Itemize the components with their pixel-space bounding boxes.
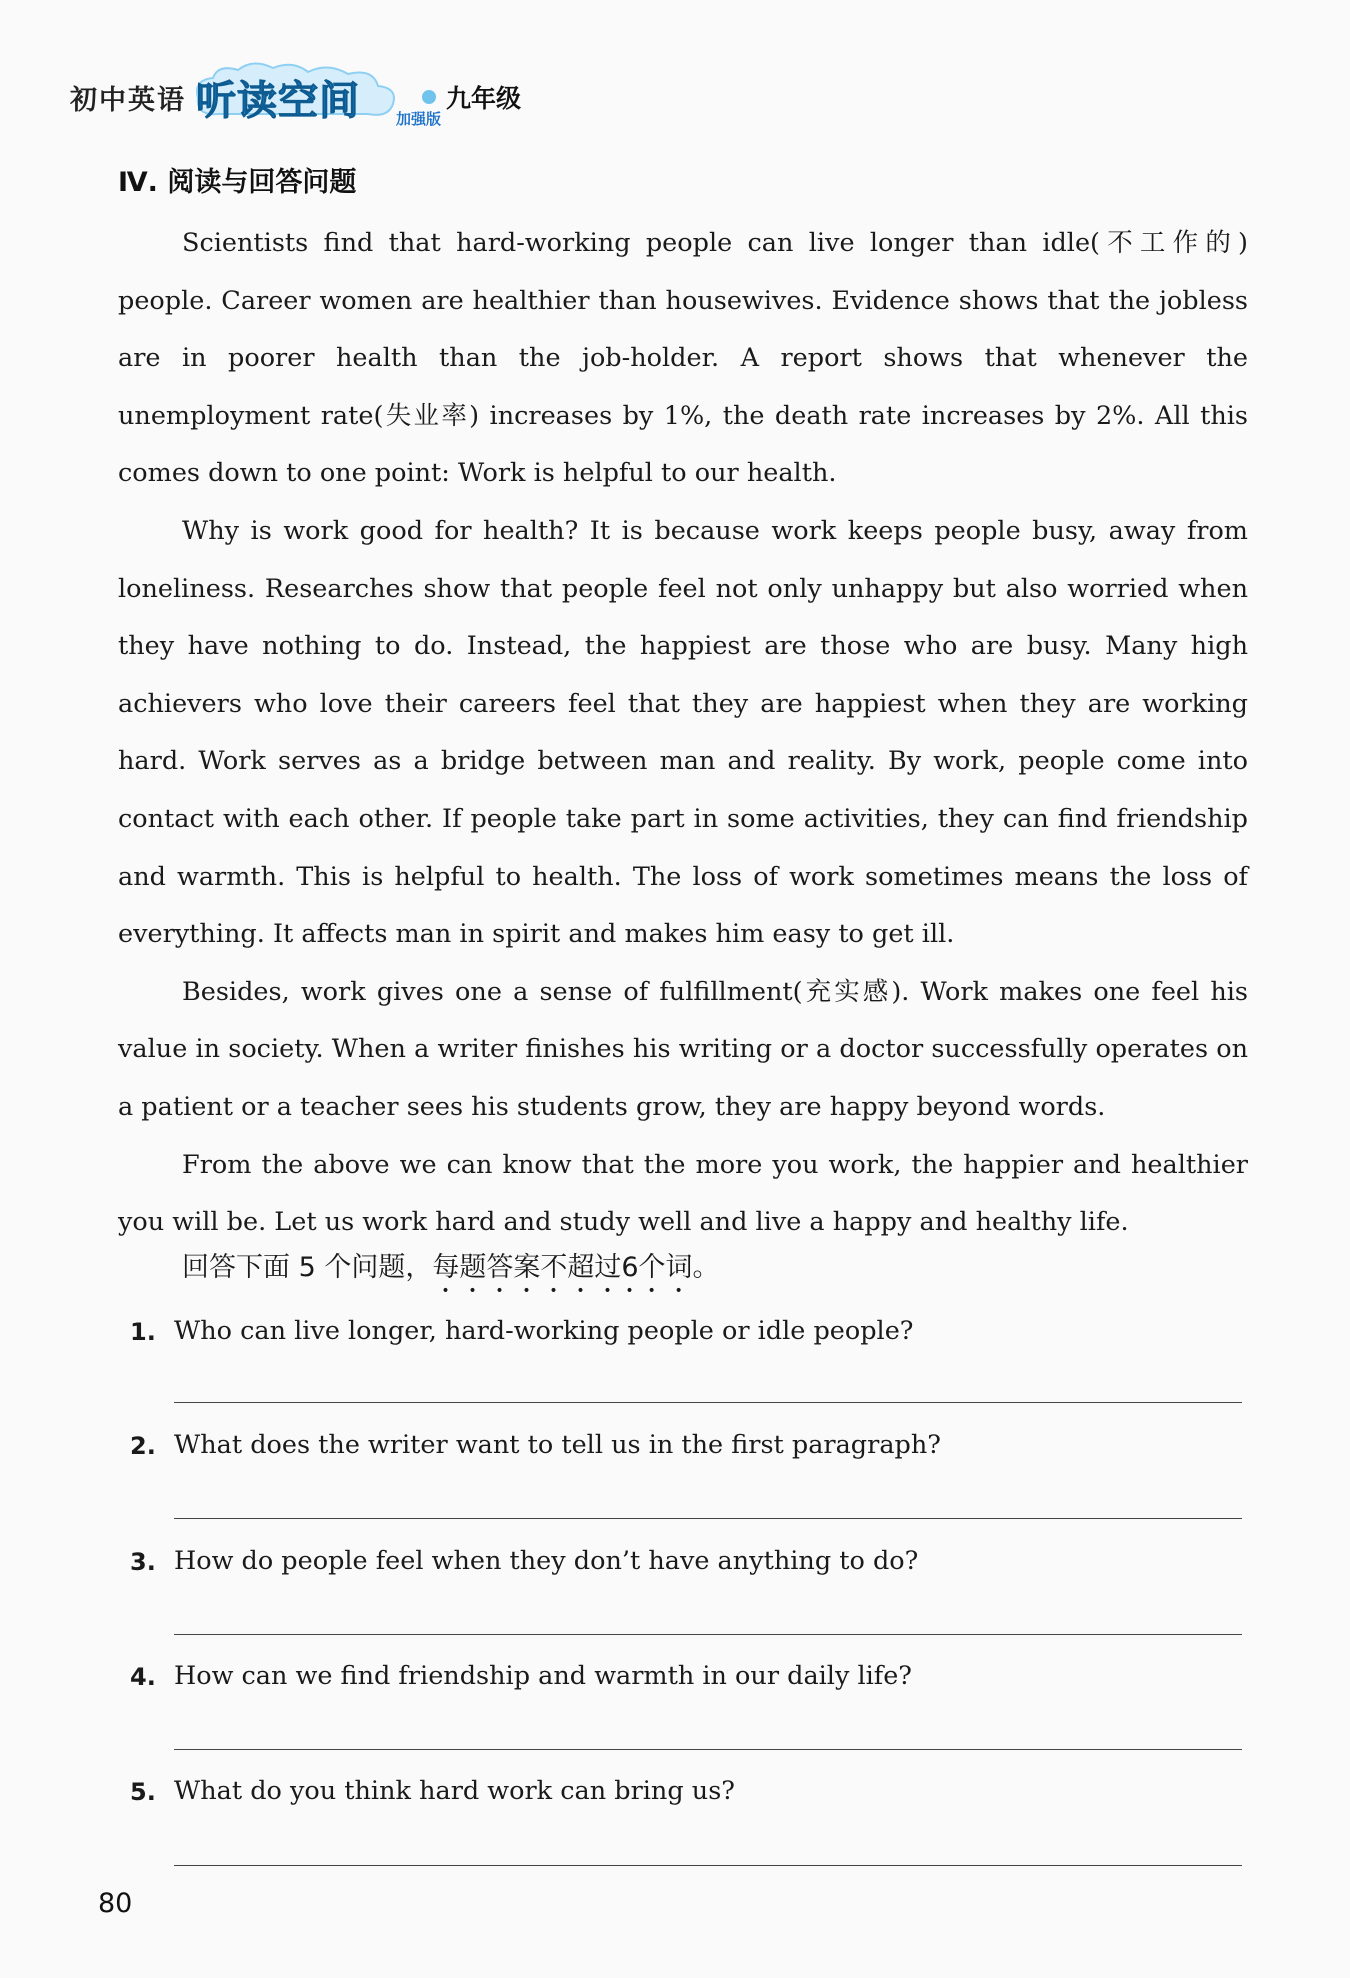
page-number: 80: [98, 1888, 133, 1919]
question-number: 3.: [130, 1548, 156, 1576]
grade-label: 九年级: [446, 84, 522, 113]
instruction-emphasis: 每题答案不超过6个词: [432, 1252, 693, 1283]
series-name: 初中英语: [70, 84, 186, 116]
answer-line-4[interactable]: [174, 1749, 1242, 1750]
instruction-prefix: 回答下面 5 个问题，: [182, 1252, 433, 1283]
page-header: [70, 62, 521, 132]
question-text: What do you think hard work can bring us?: [174, 1776, 735, 1806]
cloud-dot-icon: [422, 90, 436, 104]
book-title: 听读空间: [196, 77, 360, 124]
question-text: What does the writer want to tell us in the first paragraph?: [174, 1430, 941, 1460]
question-text: Who can live longer, hard-working people or idle people?: [174, 1316, 914, 1346]
question-text: How can we find friendship and warmth in our daily life?: [174, 1661, 912, 1691]
question-number: 4.: [130, 1663, 156, 1691]
answer-line-2[interactable]: [174, 1518, 1242, 1519]
passage-paragraph-4: From the above we can know that the more you work, the happier and healthier you will be. Let us work hard and study well and live a happy and healthy life.: [118, 1149, 1248, 1238]
answer-line-3[interactable]: [174, 1634, 1242, 1635]
answer-line-1[interactable]: [174, 1402, 1242, 1403]
passage-paragraph-2: Why is work good for health? It is because work keeps people busy, away from loneliness. Researches show that people feel not only unhappy but also worried when they have nothing to do. Instead, the happiest are those who are busy. Many high achievers who love their careers feel that they are happiest when they are working hard. Work serves as a bridge between man and reality. By work, people come into contact with each other. If people take part in some activities, they can find friendship and warmth. This is helpful to health. The loss of work sometimes means the loss of everything. It affects man in spirit and makes him easy to get ill.: [118, 515, 1248, 950]
reading-passage: [118, 215, 1248, 1252]
section-title: Ⅳ. 阅读与回答问题: [118, 167, 357, 198]
question-number: 5.: [130, 1778, 156, 1806]
question-instruction: [182, 1248, 720, 1299]
passage-paragraph-1: Scientists find that hard-working people can live longer than idle(不工作的) people. Career women are healthier than housewives. Evidence shows that the jobless are in poorer health than the job-holder. A report shows that whenever the unemployment rate(失业率) increases by 1%, the death rate increases by 2%. All this comes down to one point: Work is helpful to our health.: [118, 228, 1248, 489]
passage-paragraph-3: Besides, work gives one a sense of fulfillment(充实感). Work makes one feel his value in society. When a writer finishes his writing or a doctor successfully operates on a patient or a teacher sees his students grow, they are happy beyond words.: [118, 976, 1248, 1122]
question-number: 1.: [130, 1318, 156, 1346]
question-number: 2.: [130, 1432, 156, 1460]
book-logo: [196, 64, 442, 130]
answer-line-5[interactable]: [174, 1865, 1242, 1866]
instruction-suffix: 。: [692, 1252, 720, 1283]
question-text: How do people feel when they don’t have anything to do?: [174, 1546, 919, 1576]
edition-label: 加强版: [396, 110, 442, 128]
